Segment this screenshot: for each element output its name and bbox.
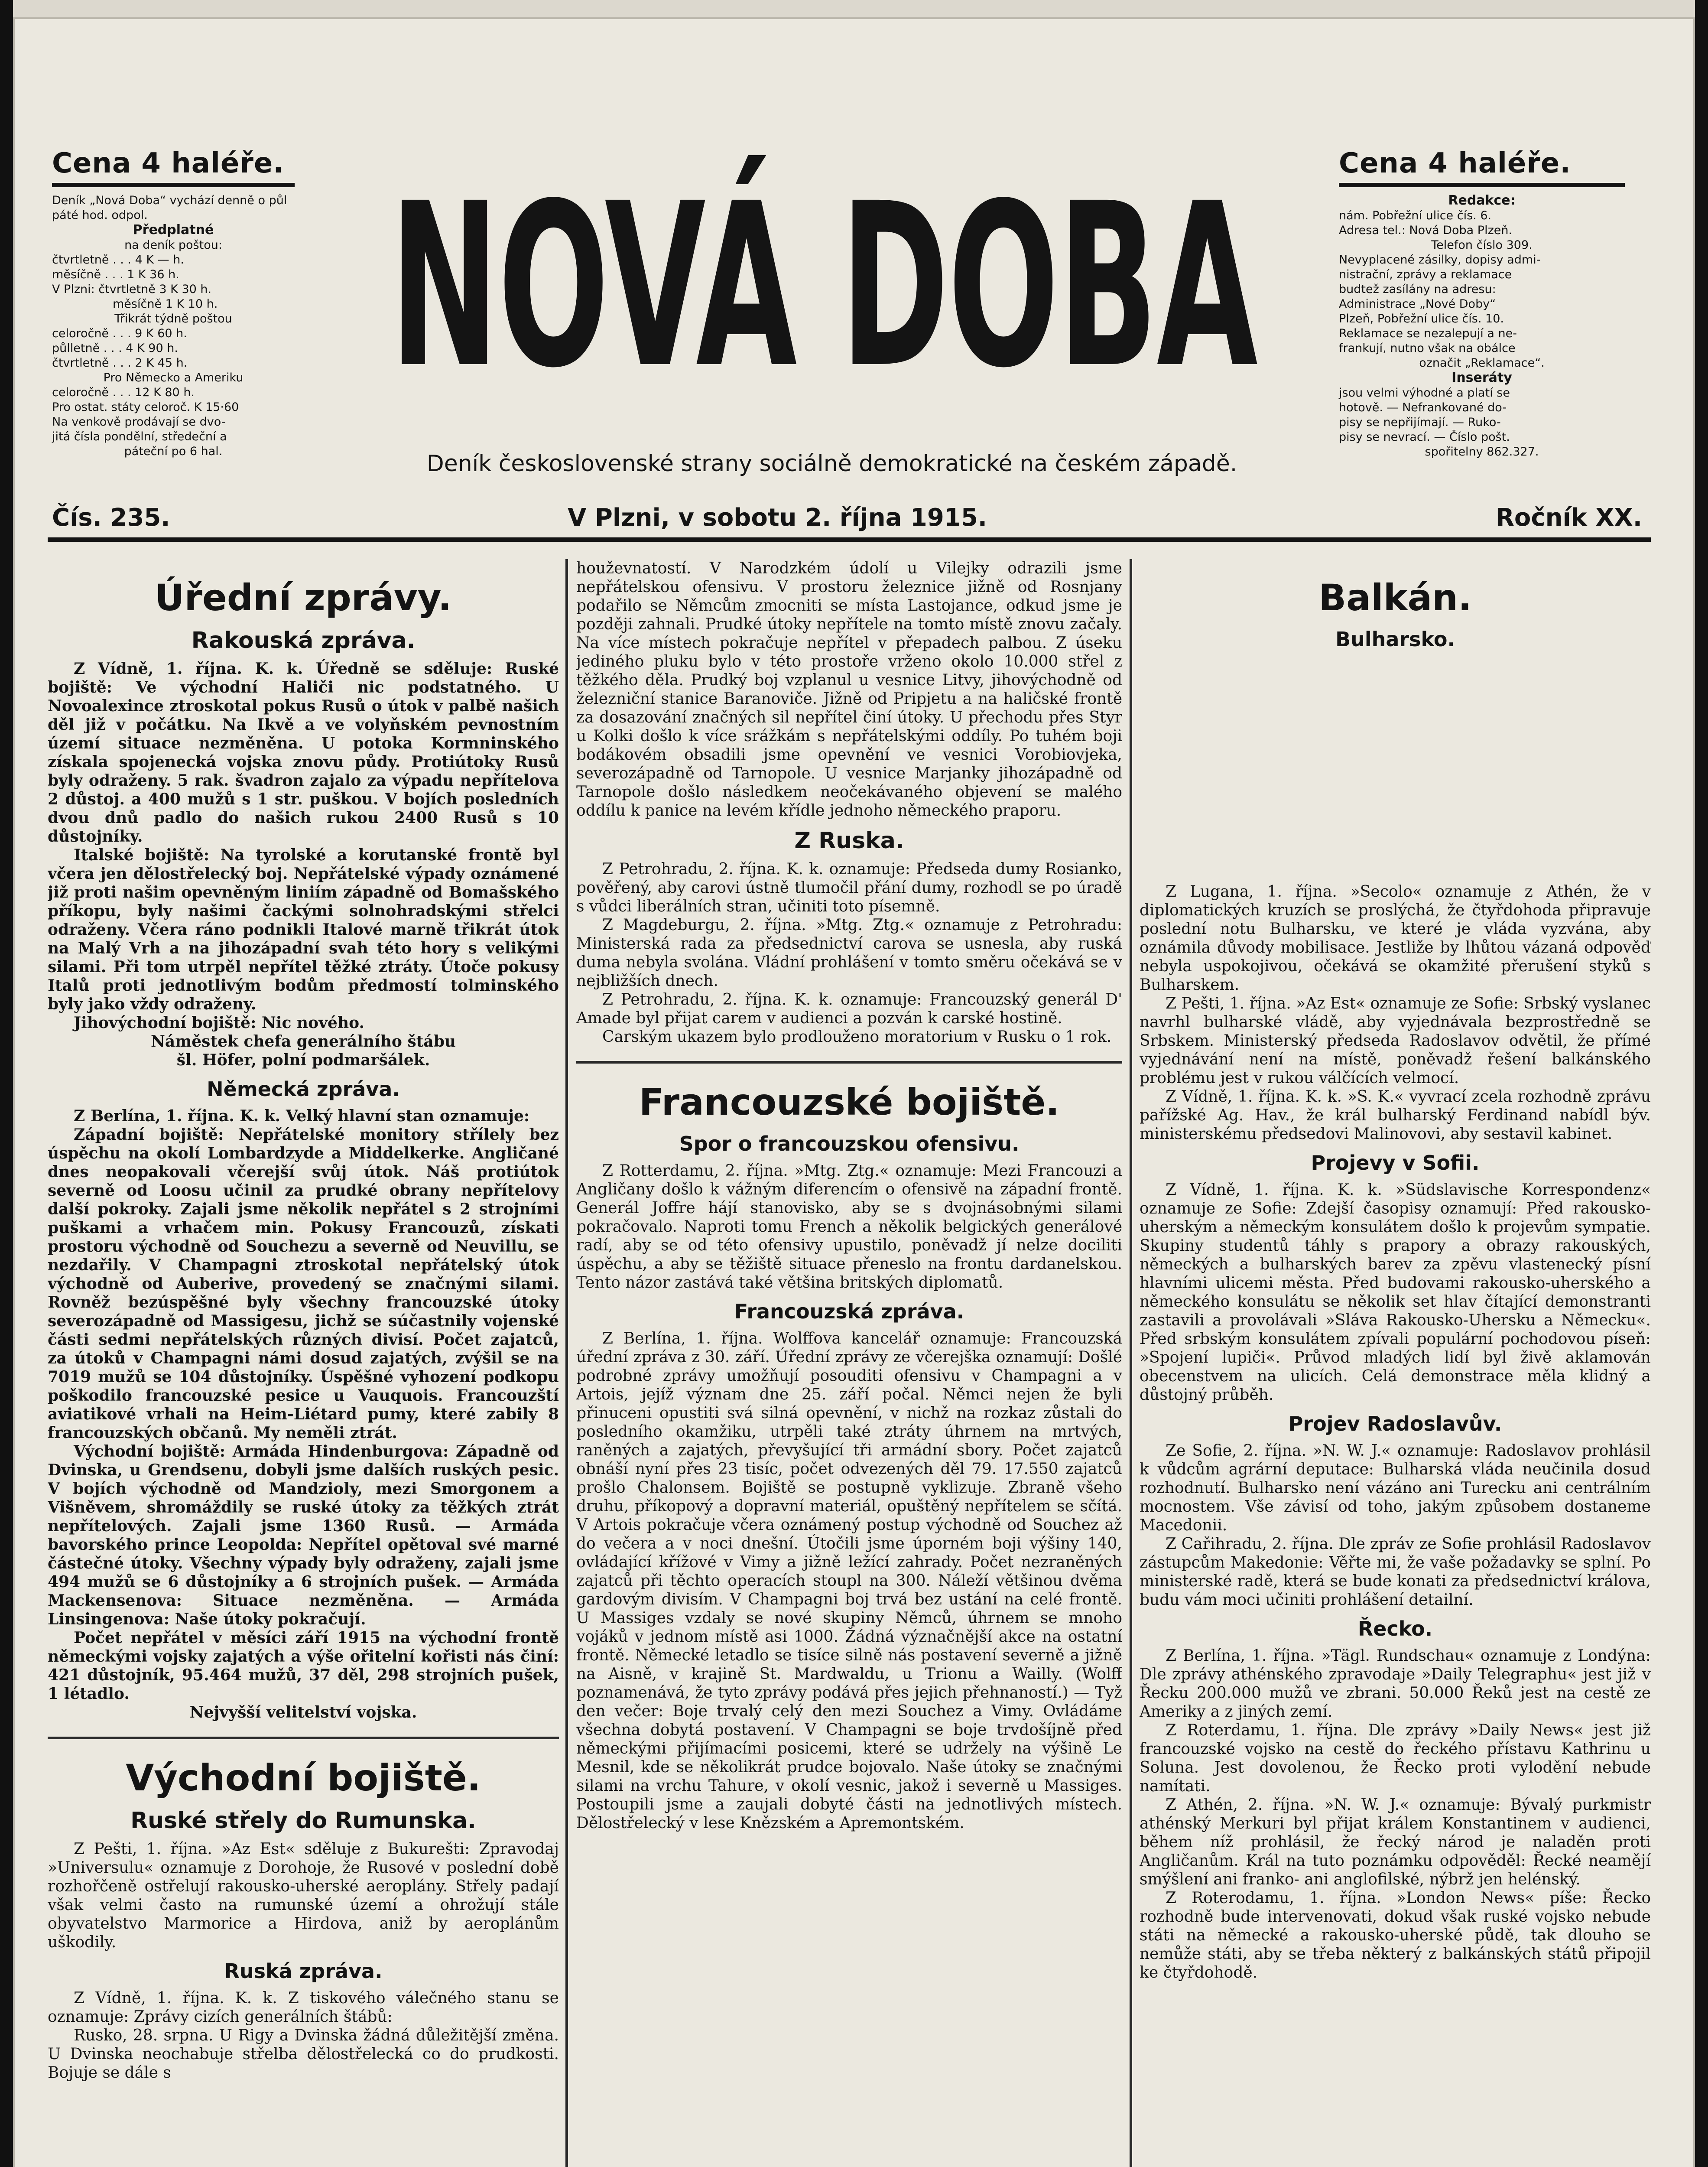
ads-heading: Inseráty — [1451, 370, 1512, 385]
subscription-line: celoročně . . . 9 K 60 h. — [52, 327, 187, 340]
divider — [1339, 183, 1625, 187]
article-paragraph: Ze Sofie, 2. října. »N. W. J.« oznamuje: Radoslavov prohlásil k vůdcům agrární deputace: Bulharská vláda neučinila dosud rozhodnutí. Bulharsko není vázáno ani Turecku ani centrálním mocnostem. Vše závisí od toho, jakým způsobem dostaneme Macedonii. — [1140, 1442, 1651, 1534]
article-subtitle: Francouzská zpráva. — [734, 1300, 964, 1323]
article-subtitle: Ruská zpráva. — [224, 1959, 383, 1983]
subscription-intro: Deník „Nová Doba“ vychází denně o půl páté hod. odpol. — [52, 194, 287, 222]
masthead — [355, 156, 1291, 433]
editorial-line: frankují, nutno však na obálce — [1339, 342, 1516, 355]
subscription-line: Pro ostat. státy celoroč. K 15·60 — [52, 400, 239, 414]
article-paragraph: Počet nepřátel v měsíci září 1915 na východní frontě německými vojsky zajatých a výše ořitelní kořisti nás činí: 421 důstojník, 95.464 mužů, 37 děl, 298 strojních pušek, 1 létadlo. — [48, 1629, 559, 1703]
article-subtitle: Spor o francouzskou ofensivu. — [679, 1132, 1020, 1155]
article-paragraph: Z Berlína, 1. října. Wolffova kancelář oznamuje: Francouzská úřední zpráva z 30. září. Úřední zprávy ze včerejška oznamují: Došlé podrobné zprávy umožňují posouditi ofensivu v Champagni a v Artois, jejíž význam dne 25. září počal. Němci nejen že byli přinuceni opustiti svá silná opevnění, v nichž na rozkaz zůstali do posledního okamžiku, utrpěli také ztráty úhrnem na mrtvých, raněných a zajatých, převyšující tři armádní sbory. Počet zajatců obnáší nyní přes 23 tisíc, počet odvezených děl 79. 17.550 zajatců prošlo Chalonsem. Bojiště se postupně vyklizuje. Zbraně všeho druhu, příkopový a dopravní materiál, opuštěný nepřítelem se sčítá. V Artois pokračuje včera oznámený postup východně od Souchez až do večera a v noci dnešní. Útočili jsme úporném boji výšiny 140, ovládající křížové v Vimy a jižně ležící zahrady. Počet nezraněných zajatců při těchto operacích stoupl na 300. Náleží většinou dvěma gardovým divisím. V Champagni boj trvá bez ustání na celé frontě. U Massiges vzdaly se nové skupiny Němců, úhrnem se mnoho vojáků v jednom místě asi 1000. Žádná význačnější akce na ostatní frontě. Německé letadlo se tisíce silně nás postavení severně a jižně na Aisně, v krajině St. Mardwaldu, u Trionu a Wailly. (Wolff poznamenává, že tyto zprávy podává přes jejich přehnaností.) — Tyž den večer: Boje trvalý celý den mezi Souchez a Vimy. Ovládáme všechna dobytá postavení. V Champagni se boje trvdošíjně před německými přijímacími posicemi, které se udržely na výšině Le Mesnil, kde se několikrát prudce bojovalo. Naše útoky se značnými silami na vrchu Tahure, v okolí vesnic, jakož i severně u Massiges. Postoupili jsme a zaujali dobyté části na jednotlivých místech. Dělostřelecký v lese Knězském a Apremontském. — [576, 1330, 1122, 1832]
subscription-box — [52, 147, 295, 459]
subscription-line: jitá čísla pondělní, středeční a — [52, 430, 227, 443]
price-right: Cena 4 haléře. — [1339, 147, 1571, 179]
article-paragraph: Z Athén, 2. října. »N. W. J.« oznamuje: Bývalý purkmistr athénský Merkuri byl přijat králem Konstantinem v audienci, během níž prohlásil, že řecký národ je naladěn proti Angličanům. Král na tuto poznámku odpověděl: Řecké neamějí smýšlení ani franko- ani anglofilské, nýbrž jen helénský. — [1140, 1796, 1651, 1888]
signature: Náměstek chefa generálního štábu — [150, 1032, 456, 1051]
editorial-line: Nevyplacené zásilky, dopisy admi- — [1339, 253, 1541, 267]
issue-date: V Plzni, v sobotu 2. října 1915. — [568, 504, 987, 532]
article-subtitle: Rakouská zpráva. — [191, 628, 416, 654]
subscription-line: Pro Německo a Ameriku — [103, 371, 244, 384]
editorial-line: Adresa tel.: Nová Doba Plzeň. — [1339, 224, 1513, 237]
article-paragraph: Z Vídně, 1. října. K. k. »S. K.« vyvrací zcela rozhodně zprávu pařížské Ag. Hav., že král bulharský Ferdinand nabídl býv. ministerskému předsedovi Malinovovi, aby sestavil kabinet. — [1140, 1088, 1651, 1143]
subscription-line: čtvrtletně . . . 2 K 45 h. — [52, 356, 188, 370]
article-title: Balkán. — [1318, 576, 1472, 619]
newspaper-subtitle: Deník československé strany sociálně demokratické na českém západě. — [426, 451, 1237, 477]
editorial-line: nistrační, zprávy a reklamace — [1339, 268, 1512, 281]
column-rule — [565, 559, 568, 2167]
column-2 — [576, 559, 1122, 2167]
article-paragraph: Z Pešti, 1. října. »Az Est« sděluje z Bukurešti: Zpravodaj »Universulu« oznamuje z Dorohoje, že Rusové v poslední době rozhořčeně ostřelují rakousko-uherské aeroplány. Střely padají však velmi často na rumunské území a ohrožují stále obyvatelstvo Marmorice a Hirdova, aniž by aeroplánům uškodily. — [48, 1840, 559, 1951]
divider — [52, 183, 295, 187]
article-paragraph: Jihovýchodní bojiště: Nic nového. — [74, 1014, 365, 1032]
editorial-heading: Redakce: — [1448, 193, 1516, 208]
ads-line: pisy se nevrací. — Číslo pošt. — [1339, 430, 1510, 444]
subscription-heading: Předplatné — [133, 222, 214, 238]
article-paragraph: Z Cařihradu, 2. října. Dle zpráv ze Sofie prohlásil Radoslavov zástupcům Makedonie: Věřte mi, že vaše požadavky se splní. Po ministerské radě, která se bude konati za předsednictví králova, budu vám moci učiniti prohlášení detailní. — [1140, 1535, 1651, 1609]
subscription-line: páteční po 6 hal. — [124, 445, 223, 458]
subscription-line: měsíčně . . . 1 K 36 h. — [52, 268, 179, 281]
article-title: Východní bojiště. — [126, 1757, 481, 1799]
article-paragraph: Z Berlína, 1. října. »Tägl. Rundschau« oznamuje z Londýna: Dle zprávy athénského zpravodaje »Daily Telegraphu« jest již v Řecku 200.000 mužů ve zbrani. 50.000 Řeků jest na cestě ze Ameriky a z jiných zemí. — [1140, 1647, 1651, 1721]
article-paragraph: Z Petrohradu, 2. října. K. k. oznamuje: Francouzský generál D' Amade byl přijat carem v audienci a pozván k carské hostině. — [576, 991, 1122, 1027]
ads-line: spořitelny 862.327. — [1425, 445, 1539, 459]
newspaper-title: NOVÁ DOBA — [390, 155, 1257, 417]
price-left: Cena 4 haléře. — [52, 147, 284, 179]
article-paragraph: Z Lugana, 1. října. »Secolo« oznamuje z Athén, že v diplomatických kruzích se proslýchá, že čtyřdohoda připravuje poslední notu Bulharsku, ve které je vláda vyzvána, aby oznámila důvody mobilisace. Jestliže by lhůtou vázaná odpověď nebyla uspokojivou, očekává se okamžité přerušení styků s Bulharskem. — [1140, 883, 1651, 994]
subscription-line: V Plzni: čtvrtletně 3 K 30 h. — [52, 283, 212, 296]
article-paragraph: Z Petrohradu, 2. října. K. k. oznamuje: Předseda dumy Rosianko, pověřený, aby carovi ústně tlumočil přání dumy, rozhodl se po úradě s vůdci liberálních stran, učiniti toto písemně. — [576, 860, 1122, 915]
subscription-line: celoročně . . . 12 K 80 h. — [52, 386, 195, 399]
article-title: Francouzské bojiště. — [639, 1081, 1060, 1123]
article-subtitle: Z Ruska. — [794, 828, 904, 854]
ads-line: hotově. — Nefrankované do- — [1339, 401, 1507, 414]
article-paragraph: Z Magdeburgu, 2. října. »Mtg. Ztg.« oznamuje z Petrohradu: Ministerská rada za předsednictví carova se usnesla, aby ruská duma nebyla svolána. Vládní prohlášení v tomto směru očekává se v nejbližších dnech. — [576, 916, 1122, 990]
section-divider — [48, 1737, 559, 1739]
subscription-line: Na venkově prodávají se dvo- — [52, 415, 226, 429]
column-3 — [1140, 559, 1651, 2167]
article-subtitle: Projev Radoslavův. — [1288, 1412, 1502, 1435]
editorial-line: Telefon číslo 309. — [1431, 238, 1533, 252]
article-paragraph: Z Pešti, 1. října. »Az Est« oznamuje ze Sofie: Srbský vyslanec navrhl bulharské vládě, aby vyjednávala bezprostředně se Srbskem. Ministerský předseda Radoslavov odvětil, že přímé vyjednávání není na místě, poněvadž řešení balkánského problému jest v rukou válčících velmocí. — [1140, 995, 1651, 1087]
editorial-line: označit „Reklamace“. — [1419, 356, 1545, 370]
article-subtitle: Bulharsko. — [1335, 628, 1455, 651]
editorial-line: Reklamace se nezalepují a ne- — [1339, 327, 1517, 340]
article-paragraph: Z Roterodamu, 1. října. »London News« píše: Řecko rozhodně bude intervenovati, dokud však ruské vojsko nebude státi na německé a rakousko-uherské půdě, tak dlouho se nemůže státi, aby se třeba některý z balkánských států připojil ke čtyřdohodě. — [1140, 1889, 1651, 1982]
editorial-line: budtež zasílány na adresu: — [1339, 283, 1496, 296]
signature: Nejvyšší velitelství vojska. — [189, 1703, 417, 1721]
article-paragraph: Z Rotterdamu, 2. října. »Mtg. Ztg.« oznamuje: Mezi Francouzi a Angličany došlo k vážným diferencím o ofensivě na západní frontě. Generál Joffre hájí stanovisko, aby se s dvojnásobnými silami pokračovalo. Naproti tomu French a několik belgických generálové radí, aby se od této ofensivy upustilo, poněvadž jí nelze dociliti úspěchu, a aby se těžiště situace přeneslo na frontu dardanelskou. Tento názor zastává také většina britských diplomatů. — [576, 1162, 1122, 1292]
article-paragraph: houževnatostí. V Narodzkém údolí u Vilejky odrazili jsme nepřátelskou ofensivu. V prostoru železnice jižně od Rosnjany podařilo se Němcům zmocniti se místa Lastojance, odkud jsme je později zahnali. Prudké útoky nepřítele na tomto místě znovu začaly. Na více místech pokračuje nepřítel v přepadech palbou. Z úseku jediného pluku bylo v této prostoře vrženo okolo 10.000 střel z těžkého děla. Prudký boj vzplanul u vesnice Litvy, jihovýchodně od železniční stanice Baranoviče. Jižně od Pripjetu a na haličské frontě za dosazování značných sil nepřítel činí útoky. U přechodu přes Styr u Kolki došlo k více srážkám s nepřátelskými oddíly. Po tuhém boji bodákovém obsadili jsme opevnění ve vesnici Vorobiovjeka, severozápadně od Tarnopole. U vesnice Marjanky jihozápadně od Tarnopole došlo následkem neočekávaného objevení se malého oddílu k panice na levém křídle jednoho německého praporu. — [576, 560, 1122, 820]
scan-edge-left — [0, 0, 13, 2167]
article-subtitle: Řecko. — [1357, 1617, 1433, 1640]
article-subtitle: Německá zpráva. — [207, 1077, 400, 1101]
scan-edge-right — [1695, 0, 1708, 2167]
blank-space — [1140, 657, 1651, 882]
article-subtitle: Projevy v Sofii. — [1311, 1151, 1480, 1175]
subscription-line: na deník poštou: — [124, 238, 222, 252]
article-paragraph: Z Vídně, 1. října. K. k. Úředně se sděluje: Ruské bojiště: Ve východní Haliči nic podstatného. U Novoalexince ztroskotal pokus Rusů o útok v palbě našich děl již v počátku. Na Ikvě a ve volyňském pevnostním území situace nezměněna. U potoka Kormninského získala spojenecká vojska znovu půdy. Protiútoky Rusů byly odraženy. 5 rak. švadron zajalo za výpadu nepřítelova 2 důstoj. a 400 mužů s 1 str. puškou. V bojích posledních dvou dnů padlo do našich rukou 2400 Rusů s 10 důstojníky. — [48, 660, 559, 846]
article-paragraph: Z Berlína, 1. října. K. k. Velký hlavní stan oznamuje: — [74, 1107, 530, 1125]
article-paragraph: Rusko, 28. srpna. U Rigy a Dvinska žádná důležitější změna. U Dvinska neochabuje střelba dělostřelecká co do prudkosti. Bojuje se dále s — [48, 2027, 559, 2082]
subscription-line: Třikrát týdně poštou — [114, 312, 232, 325]
article-paragraph: Západní bojiště: Nepřátelské monitory střílely bez úspěchu na okolí Lombardzyde a Middelkerke. Angličané dnes neopakovali včerejší svůj útok. Náš protiútok severně od Loosu učinil za prudké obrany nepřítelovy další pokroky. Zajali jsme několik nepřátel s 2 strojními puškami a vrhačem min. Pokusy Francouzů, získati prostoru východně od Souchezu a severně od Neuvillu, se nezdařily. V Champagni ztroskotal nepřátelský útok východně od Auberive, provedený se značnými silami. Rovněž bezúspěšné byly všechny francouzské útoky severozápadně od Massigesu, jichž se súčastnily vojenské části sedmi nepřátelských různých divisí. Počet zajatců, za útoků v Champagni námi dosud zajatých, zvýšil se na 7019 mužů se 104 důstojníky. Úspěšné vyhození podkopu poškodilo francouzské pesice u Vauquois. Francouzští aviatikové vrhali na Heim-Liétard pumy, které zabily 8 francouzských občanů. My neměli ztrát. — [48, 1126, 559, 1442]
editorial-line: Plzeň, Pobřežní ulice čís. 10. — [1339, 312, 1504, 325]
issue-number: Čís. 235. — [52, 504, 170, 532]
article-subtitle: Ruské střely do Rumunska. — [130, 1808, 476, 1834]
article-paragraph: Italské bojiště: Na tyrolské a korutanské frontě byl včera jen dělostřelecký boj. Nepřátelské výpady oznámené již proti našim opevněným liniím západně od Bomašského příkopu, byly našimi čackými solnohradskými střelci odraženy. Včera ráno podnikli Italové marně třikrát útok na Malý Vrh a na jihozápadní svah této hory s velikými silami. Při tom utrpěl nepřítel těžké ztráty. Útoče pokusy Italů proti jednotlivým bodům předmostí tolminského byly jako vždy odraženy. — [48, 846, 559, 1013]
article-title: Úřední zprávy. — [155, 576, 452, 619]
volume-number: Ročník XX. — [1495, 504, 1642, 532]
column-rule — [1130, 559, 1132, 2167]
dateline-bar — [48, 498, 1651, 542]
signature: šl. Höfer, polní podmaršálek. — [176, 1051, 430, 1069]
editorial-line: Administrace „Nové Doby“ — [1339, 297, 1496, 311]
subscription-line: čtvrtletně . . . 4 K — h. — [52, 253, 184, 267]
article-paragraph: Z Vídně, 1. října. K. k. Z tiskového válečného stanu se oznamuje: Zprávy cizích generálních štábů: — [48, 1989, 559, 2026]
editorial-box — [1339, 147, 1625, 459]
article-paragraph: Carským ukazem bylo prodlouženo moratorium v Rusku o 1 rok. — [602, 1028, 1112, 1046]
subscription-line: půlletně . . . 4 K 90 h. — [52, 342, 178, 355]
article-paragraph: Z Roterdamu, 1. října. Dle zprávy »Daily News« jest již francouzské vojsko na cestě do řeckého přístavu Kathrinu u Soluna. Jest dovolenou, že Řecko proti vylodění nebude namítati. — [1140, 1721, 1651, 1795]
article-paragraph: Z Vídně, 1. října. K. k. »Südslavische Korrespondenz« oznamuje ze Sofie: Zdejší časopisy oznamují: Před rakousko-uherským a německým konsulátem došlo k projevům sympatie. Skupiny studentů táhly s prapory a obrazy rakouských, německých a bulharských barev za zpěvu vlastenecký písní hlavními ulicemi města. Před budovami rakousko-uherského a německého konsulátu se několik set hlav čítající demonstranti zastavili a provolávali »Sláva Rakousko-Uhersku a Německu«. Před srbským konsulátem zpívali populární pochodovou píseň: »Spojení lupiči«. Průvod mladých lidí byl živě aklamován obecenstvem na ulicích. Celá demonstrace měla klidný a důstojný průběh. — [1140, 1181, 1651, 1404]
editorial-line: nám. Pobřežní ulice čís. 6. — [1339, 209, 1492, 222]
section-divider — [576, 1061, 1122, 1064]
ads-line: pisy se nepřijímají. — Ruko- — [1339, 416, 1501, 429]
subscription-line: měsíčně 1 K 10 h. — [113, 297, 218, 311]
ads-line: jsou velmi výhodné a platí se — [1339, 386, 1510, 400]
column-1 — [48, 559, 559, 2167]
article-paragraph: Východní bojiště: Armáda Hindenburgova: Západně od Dvinska, u Grendsenu, dobyli jsme dalších ruských pesic. V bojích východně od Mandzioly, mezi Smorgonem a Višněvem, shromáždily se ruské útoky za těžkých ztrát nepřítelových. Zajali jsme 1360 Rusů. — Armáda bavorského prince Leopolda: Nepřítel opětoval své marné částečné útoky. Všechny výpady byly odraženy, zajali jsme 494 mužů se 6 důstojníky a 6 strojních pušek. — Armáda Mackensenova: Situace nezměněna. — Armáda Linsingenova: Naše útoky pokračují. — [48, 1442, 559, 1628]
